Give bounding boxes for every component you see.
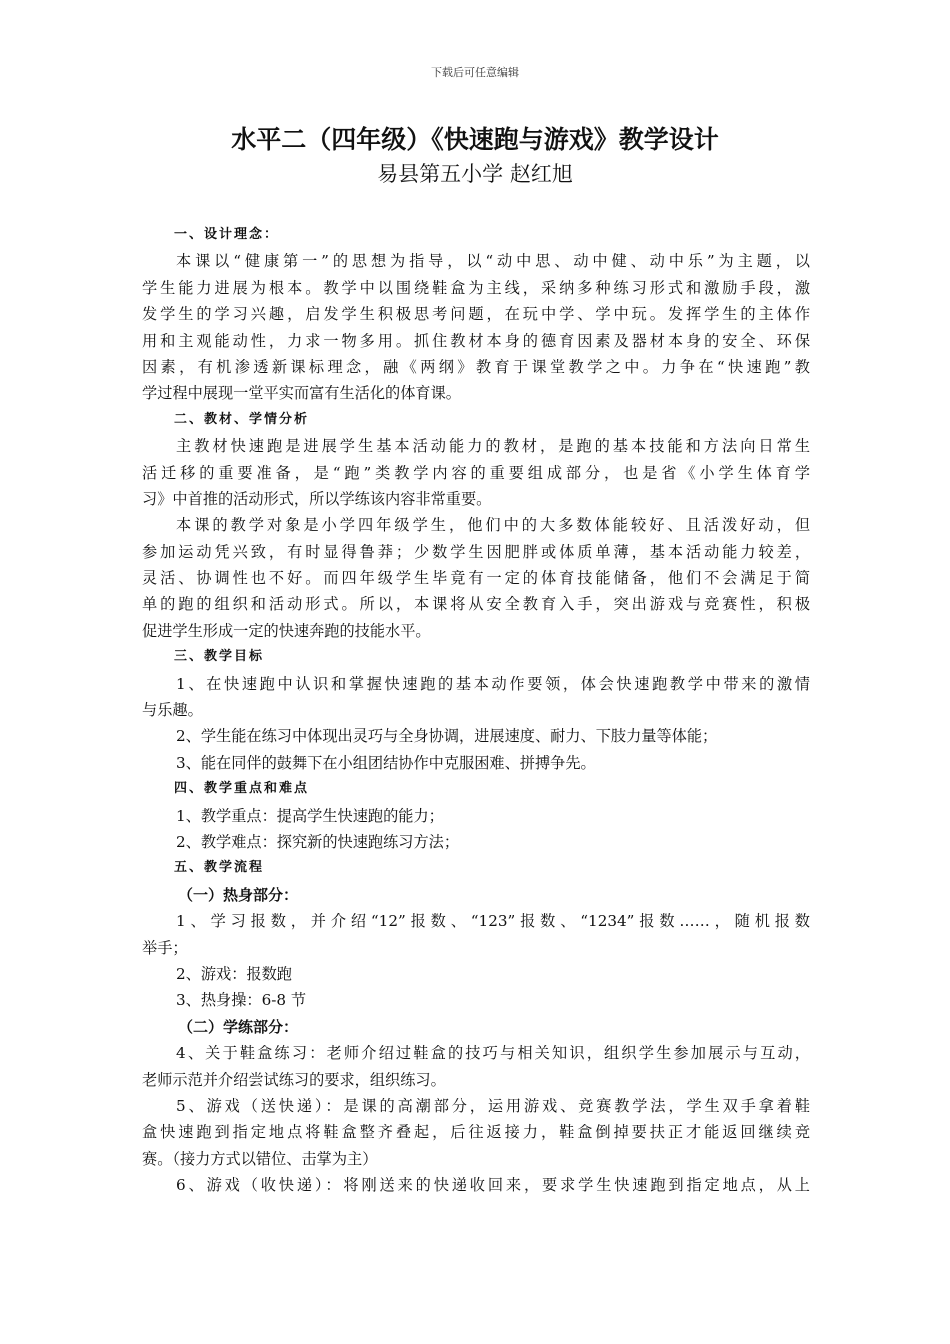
section-heading: 一、设计理念： xyxy=(174,227,280,242)
paragraph-line: 2、学生能在练习中体现出灵巧与全身协调，进展速度、耐力、下肢力量等体能； xyxy=(176,727,718,746)
paragraph-line: 老师示范并介绍尝试练习的要求，组织练习。 xyxy=(142,1070,446,1089)
paragraph-line: 5、游戏（送快递）：是课的高潮部分，运用游戏、竞赛教学法，学生双手拿着鞋 xyxy=(176,1096,810,1115)
paragraph-line: 2、游戏：报数跑 xyxy=(176,964,292,983)
paragraph-line: 6、游戏（收快递）：将刚送来的快递收回来，要求学生快速跑到指定地点，从上 xyxy=(176,1176,810,1195)
paragraph-line: 2、教学难点：探究新的快速跑练习方法； xyxy=(176,832,460,851)
paragraph-line: 学生能力进展为根本。教学中以围绕鞋盒为主线，采纳多种练习形式和激励手段，激 xyxy=(142,278,810,297)
paragraph-line: 1、在快速跑中认识和掌握快速跑的基本动作要领，体会快速跑教学中带来的激情 xyxy=(176,674,810,693)
paragraph-line: 灵活、协调性也不好。而四年级学生毕竟有一定的体育技能储备，他们不会满足于简 xyxy=(142,569,810,588)
document-title: 水平二（四年级）《快速跑与游戏》教学设计 xyxy=(231,125,719,154)
sub-heading: （二）学练部分： xyxy=(178,1017,299,1036)
paragraph-line: 促进学生形成一定的快速奔跑的技能水平。 xyxy=(142,621,431,640)
paragraph-line: 参加运动凭兴致，有时显得鲁莽；少数学生因肥胖或体质单薄，基本活动能力较差， xyxy=(142,542,810,561)
section-heading: 四、教学重点和难点 xyxy=(174,781,310,797)
paragraph-line: 学过程中展现一堂平实而富有生活化的体育课。 xyxy=(142,384,461,403)
paragraph-line: 习》中首推的活动形式，所以学练该内容非常重要。 xyxy=(142,489,492,508)
paragraph-line: 用和主观能动性，力求一物多用。抓住教材本身的德育因素及器材本身的安全、环保 xyxy=(142,331,810,350)
document-body xyxy=(142,222,810,1198)
paragraph-line: 本课以“健康第一”的思想为指导，以“动中思、动中健、动中乐”为主题，以 xyxy=(176,252,810,271)
document-author: 易县第五小学 赵红旭 xyxy=(377,162,573,186)
section-heading: 二、教材、学情分析 xyxy=(174,411,310,427)
paragraph-line: 因素，有机渗透新课标理念，融《两纲》教育于课堂教学之中。力争在“快速跑”教 xyxy=(142,357,810,376)
paragraph-line: 4、关于鞋盒练习：老师介绍过鞋盒的技巧与相关知识，组织学生参加展示与互动， xyxy=(176,1044,810,1063)
paragraph-line: 3、热身操：6-8 节 xyxy=(176,991,307,1010)
paragraph-line: 1、教学重点：提高学生快速跑的能力； xyxy=(176,806,444,825)
section-heading: 五、教学流程 xyxy=(174,860,265,876)
header-note: 下载后可任意编辑 xyxy=(431,66,519,79)
paragraph-line: 发学生的学习兴趣，启发学生积极思考问题，在玩中学、学中玩。发挥学生的主体作 xyxy=(142,305,810,324)
paragraph-line: 本课的教学对象是小学四年级学生，他们中的大多数体能较好、且活泼好动，但 xyxy=(176,516,810,535)
paragraph-line: 单的跑的组织和活动形式。所以，本课将从安全教育入手，突出游戏与竞赛性，积极 xyxy=(142,595,810,614)
paragraph-line: 盒快速跑到指定地点将鞋盒整齐叠起，后往返接力，鞋盒倒掉要扶正才能返回继续竞 xyxy=(142,1123,810,1142)
paragraph-line: 举手； xyxy=(142,938,188,957)
sub-heading: （一）热身部分： xyxy=(178,885,299,904)
paragraph-line: 活迁移的重要准备，是“跑”类教学内容的重要组成部分，也是省《小学生体育学 xyxy=(142,463,810,482)
section-heading: 三、教学目标 xyxy=(174,649,265,665)
paragraph-line: 赛。（接力方式以错位、击掌为主） xyxy=(142,1149,378,1168)
paragraph-line: 与乐趣。 xyxy=(142,701,203,720)
paragraph-line: 1、学习报数，并介绍“12”报数、“123”报数、“1234”报数……，随机报数 xyxy=(176,912,810,931)
paragraph-line: 3、能在同伴的鼓舞下在小组团结协作中克服困难、拼搏争先。 xyxy=(176,753,596,772)
paragraph-line: 主教材快速跑是进展学生基本活动能力的教材，是跑的基本技能和方法向日常生 xyxy=(176,437,810,456)
